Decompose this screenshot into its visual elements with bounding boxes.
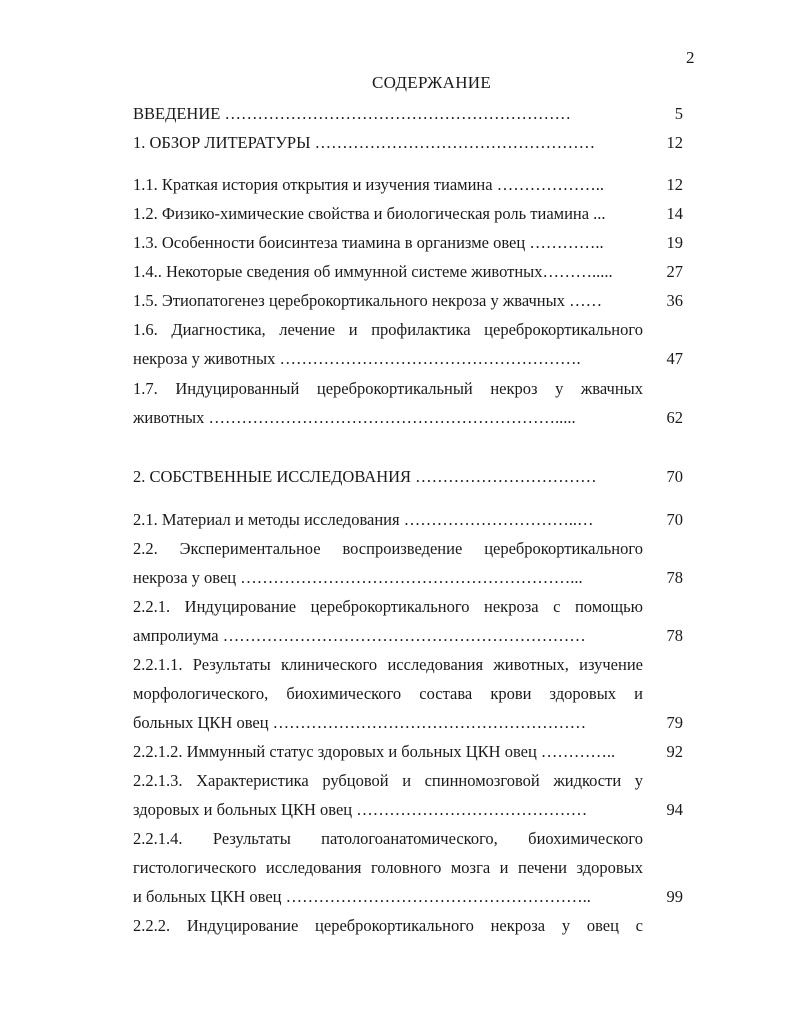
toc-entry-text: 2.2.1. Индуцирование цереброкортикального некроза с помощью (133, 597, 643, 616)
toc-entry-text: 2.2.1.1. Результаты клинического исследования животных, изучение (133, 655, 643, 674)
toc-entry-text: 2.2. Экспериментальное воспроизведение цереброкортикального (133, 539, 643, 558)
toc-entry-text: больных ЦКН овец ………………………………………………… (133, 713, 587, 732)
toc-entry-text: 1.6. Диагностика, лечение и профилактика цереброкортикального (133, 320, 643, 339)
toc-entry-page: 19 (666, 233, 683, 252)
toc-entry-text: 1.4.. Некоторые сведения об иммунной системе животных………..... (133, 262, 613, 281)
toc-entry-text: 2. СОБСТВЕННЫЕ ИССЛЕДОВАНИЯ …………………………… (133, 467, 597, 486)
toc-entry-page: 94 (666, 800, 683, 819)
toc-entry-page: 47 (666, 349, 683, 368)
toc-entry-page: 99 (666, 887, 683, 906)
toc-entry-text: морфологического, биохимического состава крови здоровых и (133, 684, 643, 703)
toc-entry-text: 1.7. Индуцированный цереброкортикальный некроз у жвачных (133, 379, 643, 398)
toc-entry-page: 12 (666, 133, 683, 152)
toc-entry-page: 36 (666, 291, 683, 310)
toc-entry-text: 1. ОБЗОР ЛИТЕРАТУРЫ …………………………………………… (133, 133, 596, 152)
page-title: СОДЕРЖАНИЕ (372, 73, 492, 92)
toc-entry-text: 1.1. Краткая история открытия и изучения тиамина ……………….. (133, 175, 604, 194)
toc-entry-page: 27 (666, 262, 683, 281)
toc-entry-text: ВВЕДЕНИЕ ……………………………………………………… (133, 104, 571, 123)
toc-entry-page: 62 (666, 408, 683, 427)
toc-entry-page: 12 (666, 175, 683, 194)
toc-entry-page: 70 (666, 510, 683, 529)
toc-entry-text: 2.2.2. Индуцирование цереброкортикального некроза у овец с (133, 916, 643, 935)
toc-entry-text: 2.2.1.3. Характеристика рубцовой и спинномозговой жидкости у (133, 771, 643, 790)
toc-entry-page: 78 (666, 626, 683, 645)
page-number: 2 (686, 48, 695, 67)
toc-entry-text: 1.3. Особенности боисинтеза тиамина в организме овец ………….. (133, 233, 604, 252)
toc-entry-text: некроза у животных ………………………………………………. (133, 349, 581, 368)
toc-entry-text: ампролиума ………………………………………………………… (133, 626, 586, 645)
toc-entry-page: 5 (674, 104, 683, 123)
toc-entry-text: 1.5. Этиопатогенез цереброкортикального некроза у жвачных …… (133, 291, 603, 310)
toc-entry-text: 2.2.1.4. Результаты патологоанатомического, биохимического (133, 829, 643, 848)
toc-entry-page: 14 (666, 204, 683, 223)
toc-entry-text: здоровых и больных ЦКН овец …………………………………… (133, 800, 588, 819)
toc-entry-page: 92 (666, 742, 683, 761)
toc-entry-page: 79 (666, 713, 683, 732)
toc-entry-page: 70 (666, 467, 683, 486)
toc-entry-text: животных ………………………………………………………..... (133, 408, 576, 427)
toc-entry-text: 2.1. Материал и методы исследования …………………………..… (133, 510, 594, 529)
toc-entry-text: гистологического исследования головного мозга и печени здоровых (133, 858, 643, 877)
toc-entry-text: 1.2. Физико-химические свойства и биологическая роль тиамина ... (133, 204, 606, 223)
toc-entry-text: и больных ЦКН овец ……………………………………………….. (133, 887, 591, 906)
toc-entry-text: 2.2.1.2. Иммунный статус здоровых и больных ЦКН овец ………….. (133, 742, 616, 761)
toc-entry-page: 78 (666, 568, 683, 587)
toc-entry-text: некроза у овец ……………………………………………………... (133, 568, 583, 587)
